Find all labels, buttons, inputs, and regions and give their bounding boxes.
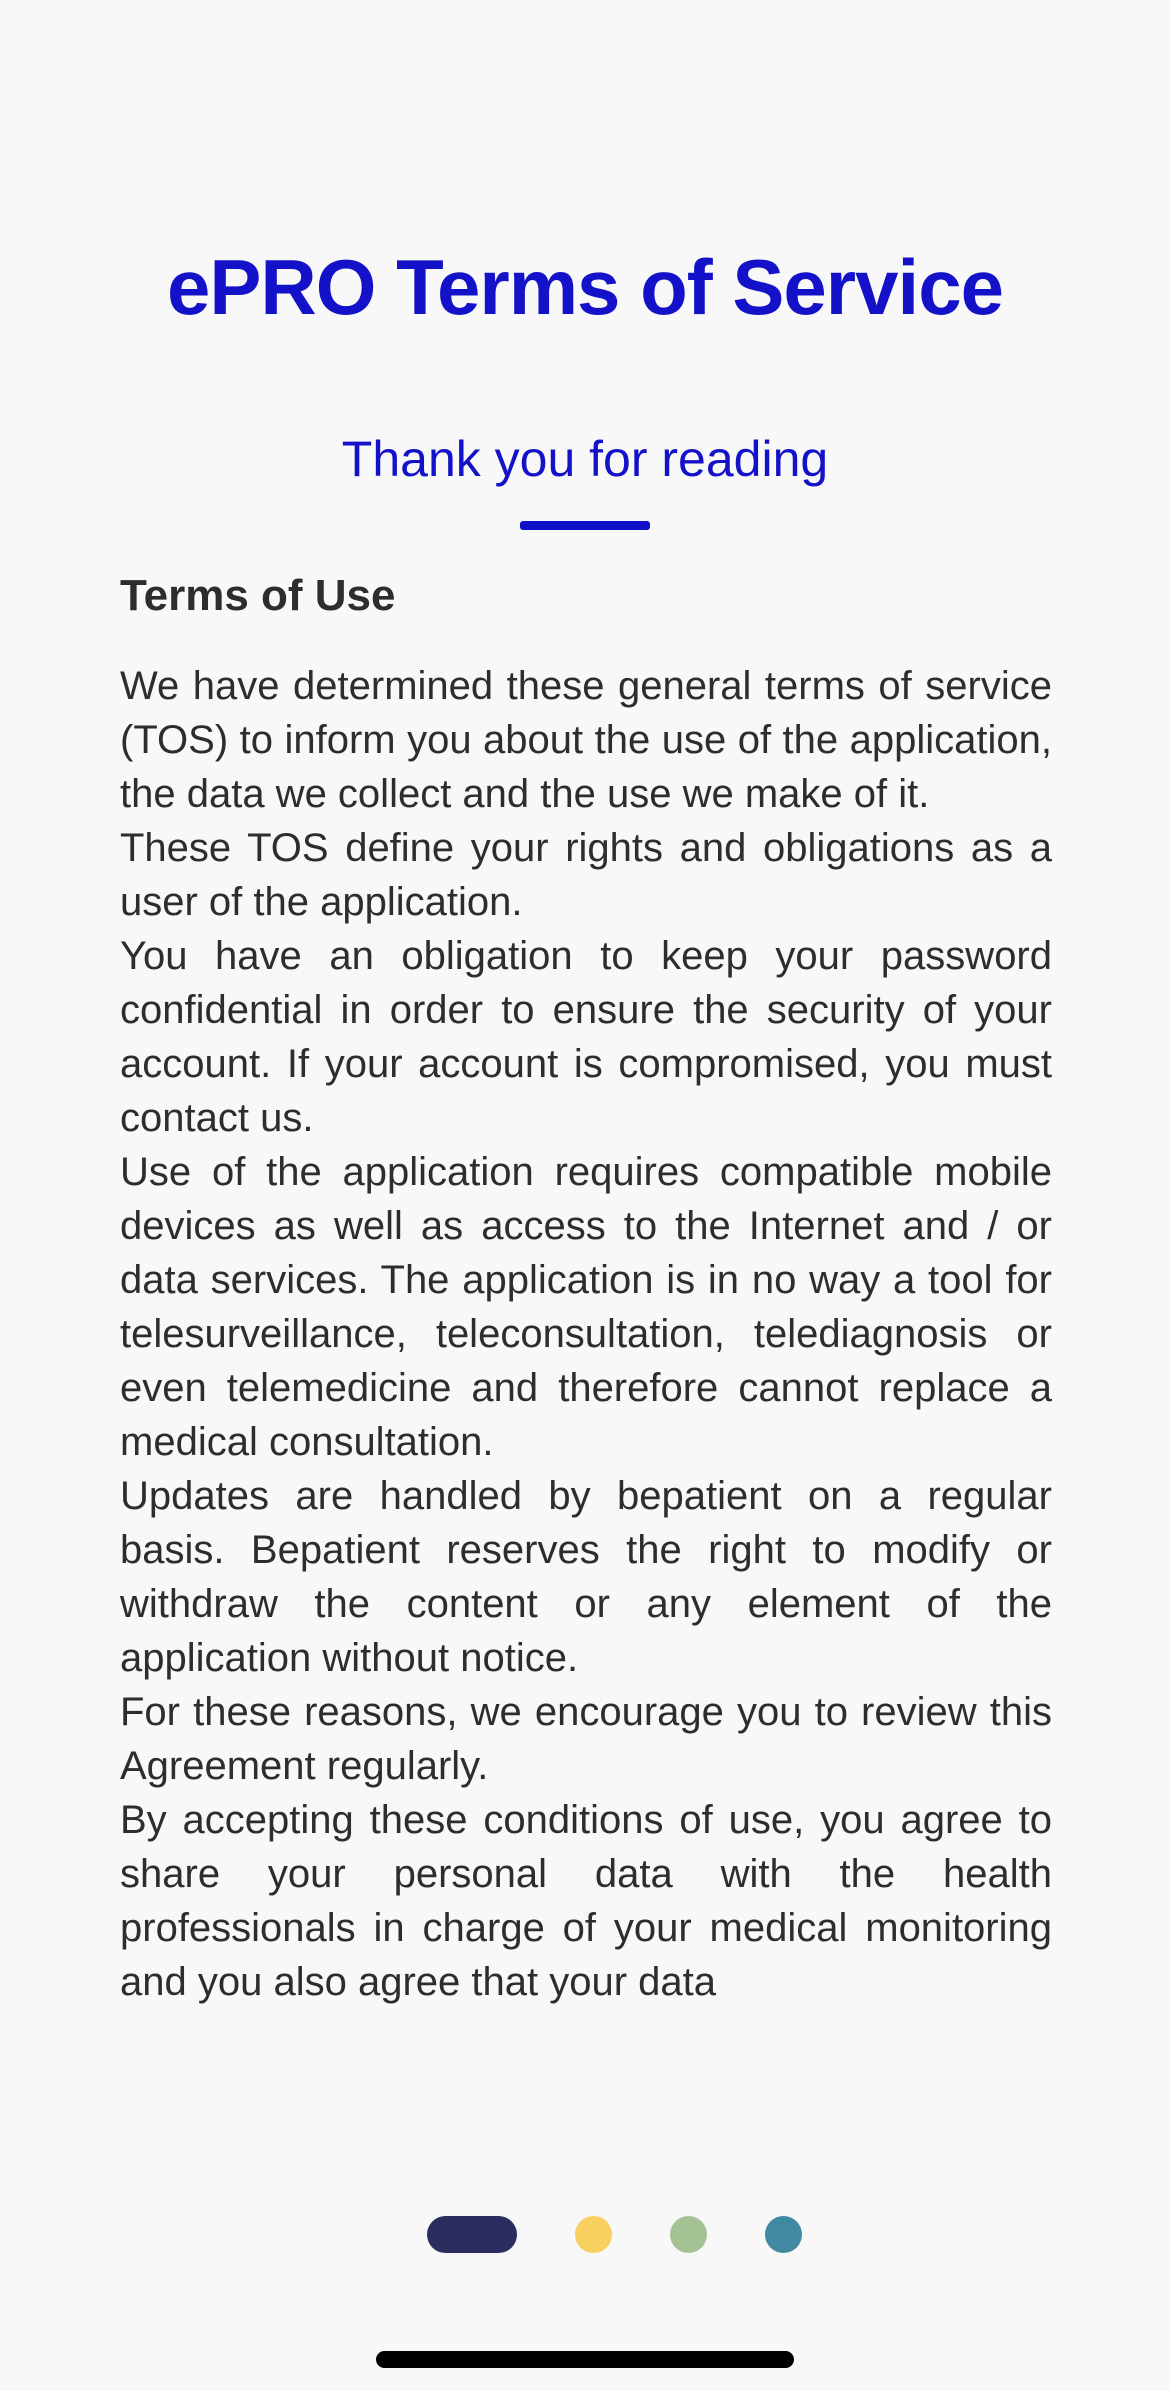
page-subtitle: Thank you for reading [341, 431, 829, 487]
home-indicator[interactable] [376, 2351, 794, 2368]
terms-paragraph: For these reasons, we encourage you to review this Agreement regularly. [120, 1690, 1052, 1788]
page-dot-2[interactable] [575, 2216, 612, 2253]
subtitle-underline-divider [520, 521, 650, 530]
page-dot-3[interactable] [670, 2216, 707, 2253]
terms-of-use-heading: Terms of Use [120, 571, 396, 620]
page-indicator [427, 2216, 802, 2253]
page-dot-4[interactable] [765, 2216, 802, 2253]
terms-content[interactable] [120, 659, 1052, 2085]
terms-paragraph: These TOS define your rights and obligations as a user of the application. [120, 826, 1052, 924]
terms-paragraph: Use of the application requires compatible mobile devices as well as access to the Internet and / or data services. The application is in no way a tool for telesurveillance, teleconsultation, telediagnosis or even telemedicine and therefore cannot replace a medical consultation. [120, 1150, 1052, 1464]
page-dot-1[interactable] [427, 2216, 517, 2253]
terms-paragraph: Updates are handled by bepatient on a regular basis. Bepatient reserves the right to modify or withdraw the content or any element of the application without notice. [120, 1474, 1052, 1680]
terms-paragraph: By accepting these conditions of use, you agree to share your personal data with the health professionals in charge of your medical monitoring and you also agree that your data [120, 1798, 1052, 2004]
terms-paragraph: We have determined these general terms of service (TOS) to inform you about the use of the application, the data we collect and the use we make of it. [120, 664, 1052, 816]
terms-paragraph: You have an obligation to keep your password confidential in order to ensure the security of your account. If your account is compromised, you must contact us. [120, 934, 1052, 1140]
page-title: ePRO Terms of Service [167, 243, 1003, 331]
